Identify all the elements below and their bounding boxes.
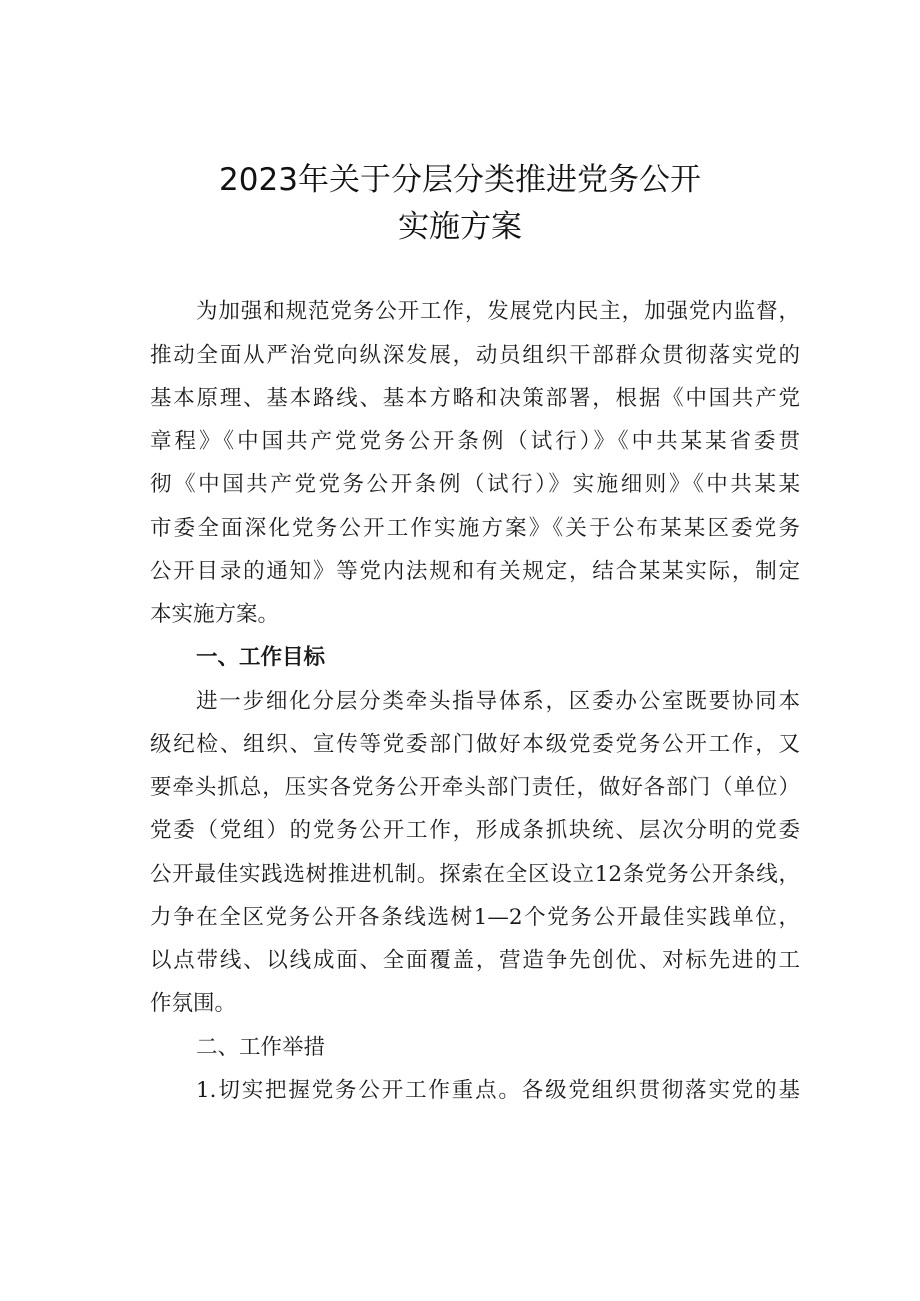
intro-line: 为加强和规范党务公开工作，发展党内民主，加强党内监督， [196, 299, 800, 324]
item1-line: 1.切实把握党务公开工作重点。各级党组织贯彻落实党的基 [196, 1078, 800, 1103]
section1-line: 公开最佳实践选树推进机制。探索在全区设立12条党务公开条线， [150, 862, 800, 887]
intro-line: 章程》《中国共产党党务公开条例（试行）》《中共某某省委贯 [150, 429, 800, 454]
section-heading-work-measures: 二、工作举措 [196, 1035, 326, 1060]
document-title-line-1: 2023年关于分层分类推进党务公开 [219, 162, 701, 198]
intro-line: 公开目录的通知》等党内法规和有关规定，结合某某实际，制定 [150, 559, 800, 584]
intro-line: 本实施方案。 [150, 602, 280, 627]
section1-line: 力争在全区党务公开各条线选树1—2个党务公开最佳实践单位， [150, 905, 800, 930]
intro-line: 基本原理、基本路线、基本方略和决策部署，根据《中国共产党 [150, 386, 800, 411]
section1-line: 党委（党组）的党务公开工作，形成条抓块统、层次分明的党委 [150, 818, 800, 843]
document-title-line-2: 实施方案 [398, 209, 522, 245]
section1-line: 进一步细化分层分类牵头指导体系，区委办公室既要协同本 [196, 689, 800, 714]
section1-line: 作氛围。 [150, 991, 237, 1016]
section1-line: 以点带线、以线成面、全面覆盖，营造争先创优、对标先进的工 [150, 948, 800, 973]
intro-line: 市委全面深化党务公开工作实施方案》《关于公布某某区委党务 [150, 516, 800, 541]
section1-line: 要牵头抓总，压实各党务公开牵头部门责任，做好各部门（单位） [150, 775, 800, 800]
section1-line: 级纪检、组织、宣传等党委部门做好本级党委党务公开工作，又 [150, 732, 800, 757]
section-heading-work-goals: 一、工作目标 [196, 645, 326, 670]
intro-line: 推动全面从严治党向纵深发展，动员组织干部群众贯彻落实党的 [150, 343, 800, 368]
intro-line: 彻《中国共产党党务公开条例（试行）》实施细则》《中共某某 [150, 472, 800, 497]
